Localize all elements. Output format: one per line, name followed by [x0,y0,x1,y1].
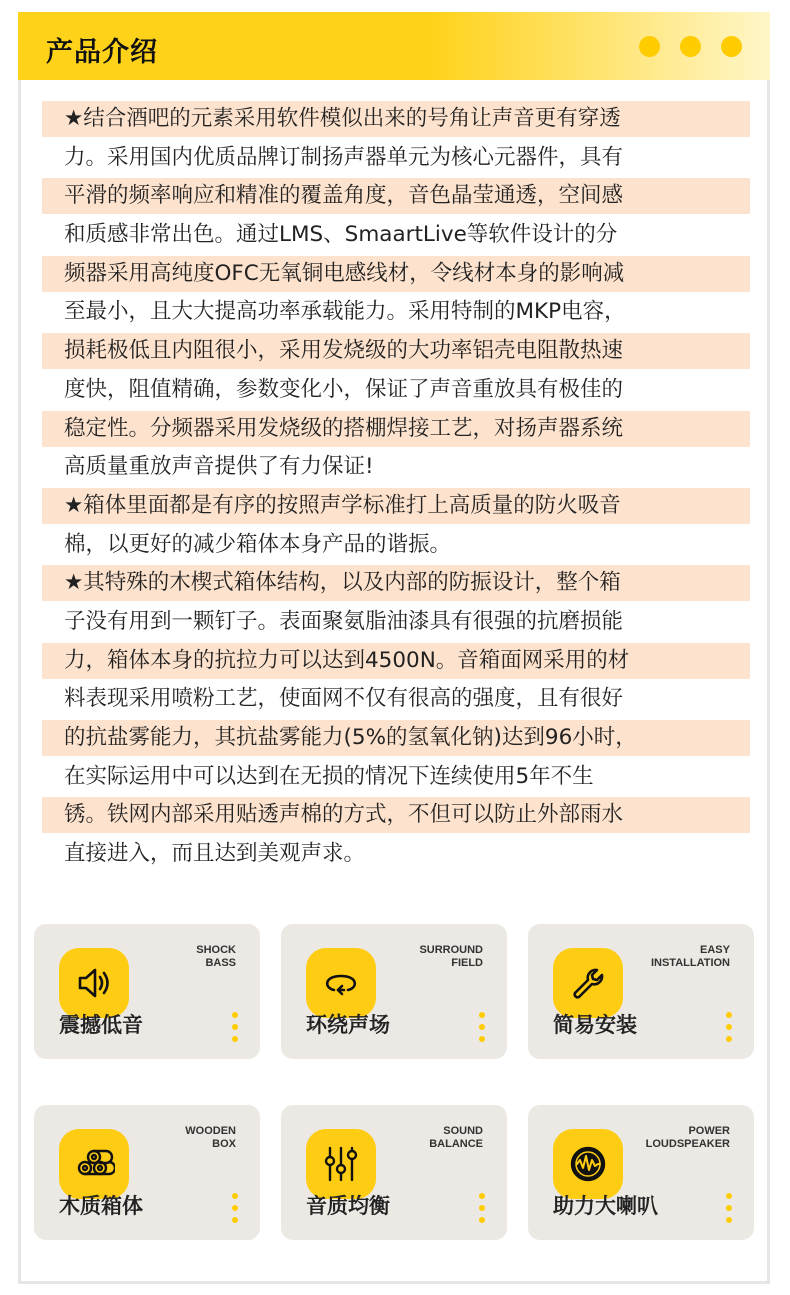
description-line: 力。采用国内优质品牌订制扬声器单元为核心元器件，具有 [64,144,624,170]
feature-title: 音质均衡 [306,1194,390,1218]
description-line: 频器采用高纯度OFC无氧铜电感线材，令线材本身的影响减 [42,256,750,292]
more-options-icon[interactable] [726,1193,732,1223]
decoration-dot [721,36,742,57]
description-line: ★箱体里面都是有序的按照声学标准打上高质量的防火吸音 [42,488,750,524]
description-line: 至最小，且大大提高功率承载能力。采用特制的MKP电容， [64,299,626,325]
feature-title: 震撼低音 [59,1013,143,1037]
feature-title: 环绕声场 [306,1013,390,1037]
feature-card-easy-installation[interactable] [528,924,754,1059]
more-options-icon[interactable] [232,1012,238,1042]
more-options-icon[interactable] [479,1012,485,1042]
description-line: 损耗极低且内阻很小，采用发烧级的大功率铝壳电阻散热速 [42,333,750,369]
description-line: 平滑的频率响应和精准的覆盖角度，音色晶莹通透，空间感 [42,178,750,214]
feature-en-label: EASY INSTALLATION [650,944,730,969]
description-line: 在实际运用中可以达到在无损的情况下连续使用5年不生 [64,763,594,789]
description-line: 棉，以更好的减少箱体本身产品的谐振。 [64,531,452,557]
product-description [42,101,750,875]
feature-en-label: SHOCK BASS [196,944,236,969]
section-header [18,12,770,80]
header-decoration-dots [639,36,742,57]
decoration-dot [680,36,701,57]
feature-title: 简易安装 [553,1013,637,1037]
description-line: 稳定性。分频器采用发烧级的搭棚焊接工艺，对扬声器系统 [42,411,750,447]
description-line: 的抗盐雾能力，其抗盐雾能力(5%的氢氧化钠)达到96小时， [42,720,750,756]
description-line: 子没有用到一颗钉子。表面聚氨脂油漆具有很强的抗磨损能 [64,608,624,634]
description-line: 高质量重放声音提供了有力保证! [64,454,374,480]
feature-title: 助力大喇叭 [553,1194,658,1218]
feature-title: 木质箱体 [59,1194,143,1218]
description-line: 度快，阻值精确，参数变化小，保证了声音重放具有极佳的 [64,376,624,402]
description-line: ★结合酒吧的元素采用软件模似出来的号角让声音更有穿透 [42,101,750,137]
feature-grid [34,924,756,1240]
description-line: 直接进入，而且达到美观声求。 [64,841,366,867]
feature-card-sound-balance[interactable] [281,1105,507,1240]
description-line: ★其特殊的木楔式箱体结构，以及内部的防振设计，整个箱 [42,565,750,601]
page-title: 产品介绍 [46,37,158,68]
feature-card-surround-field[interactable] [281,924,507,1059]
feature-en-label: POWER LOUDSPEAKER [645,1125,730,1150]
feature-card-wooden-box[interactable] [34,1105,260,1240]
feature-en-label: SURROUND FIELD [419,944,483,969]
description-line: 和质感非常出色。通过LMS、SmaartLive等软件设计的分 [64,222,618,248]
feature-en-label: SOUND BALANCE [429,1125,483,1150]
feature-en-label: WOODEN BOX [185,1125,236,1150]
feature-card-shock-bass[interactable] [34,924,260,1059]
description-line: 力，箱体本身的抗拉力可以达到4500N。音箱面网采用的材 [42,643,750,679]
description-line: 锈。铁网内部采用贴透声棉的方式，不但可以防止外部雨水 [42,797,750,833]
description-line: 料表现采用喷粉工艺，使面网不仅有很高的强度，且有很好 [64,686,624,712]
more-options-icon[interactable] [479,1193,485,1223]
decoration-dot [639,36,660,57]
more-options-icon[interactable] [726,1012,732,1042]
more-options-icon[interactable] [232,1193,238,1223]
feature-card-power-loudspeaker[interactable] [528,1105,754,1240]
